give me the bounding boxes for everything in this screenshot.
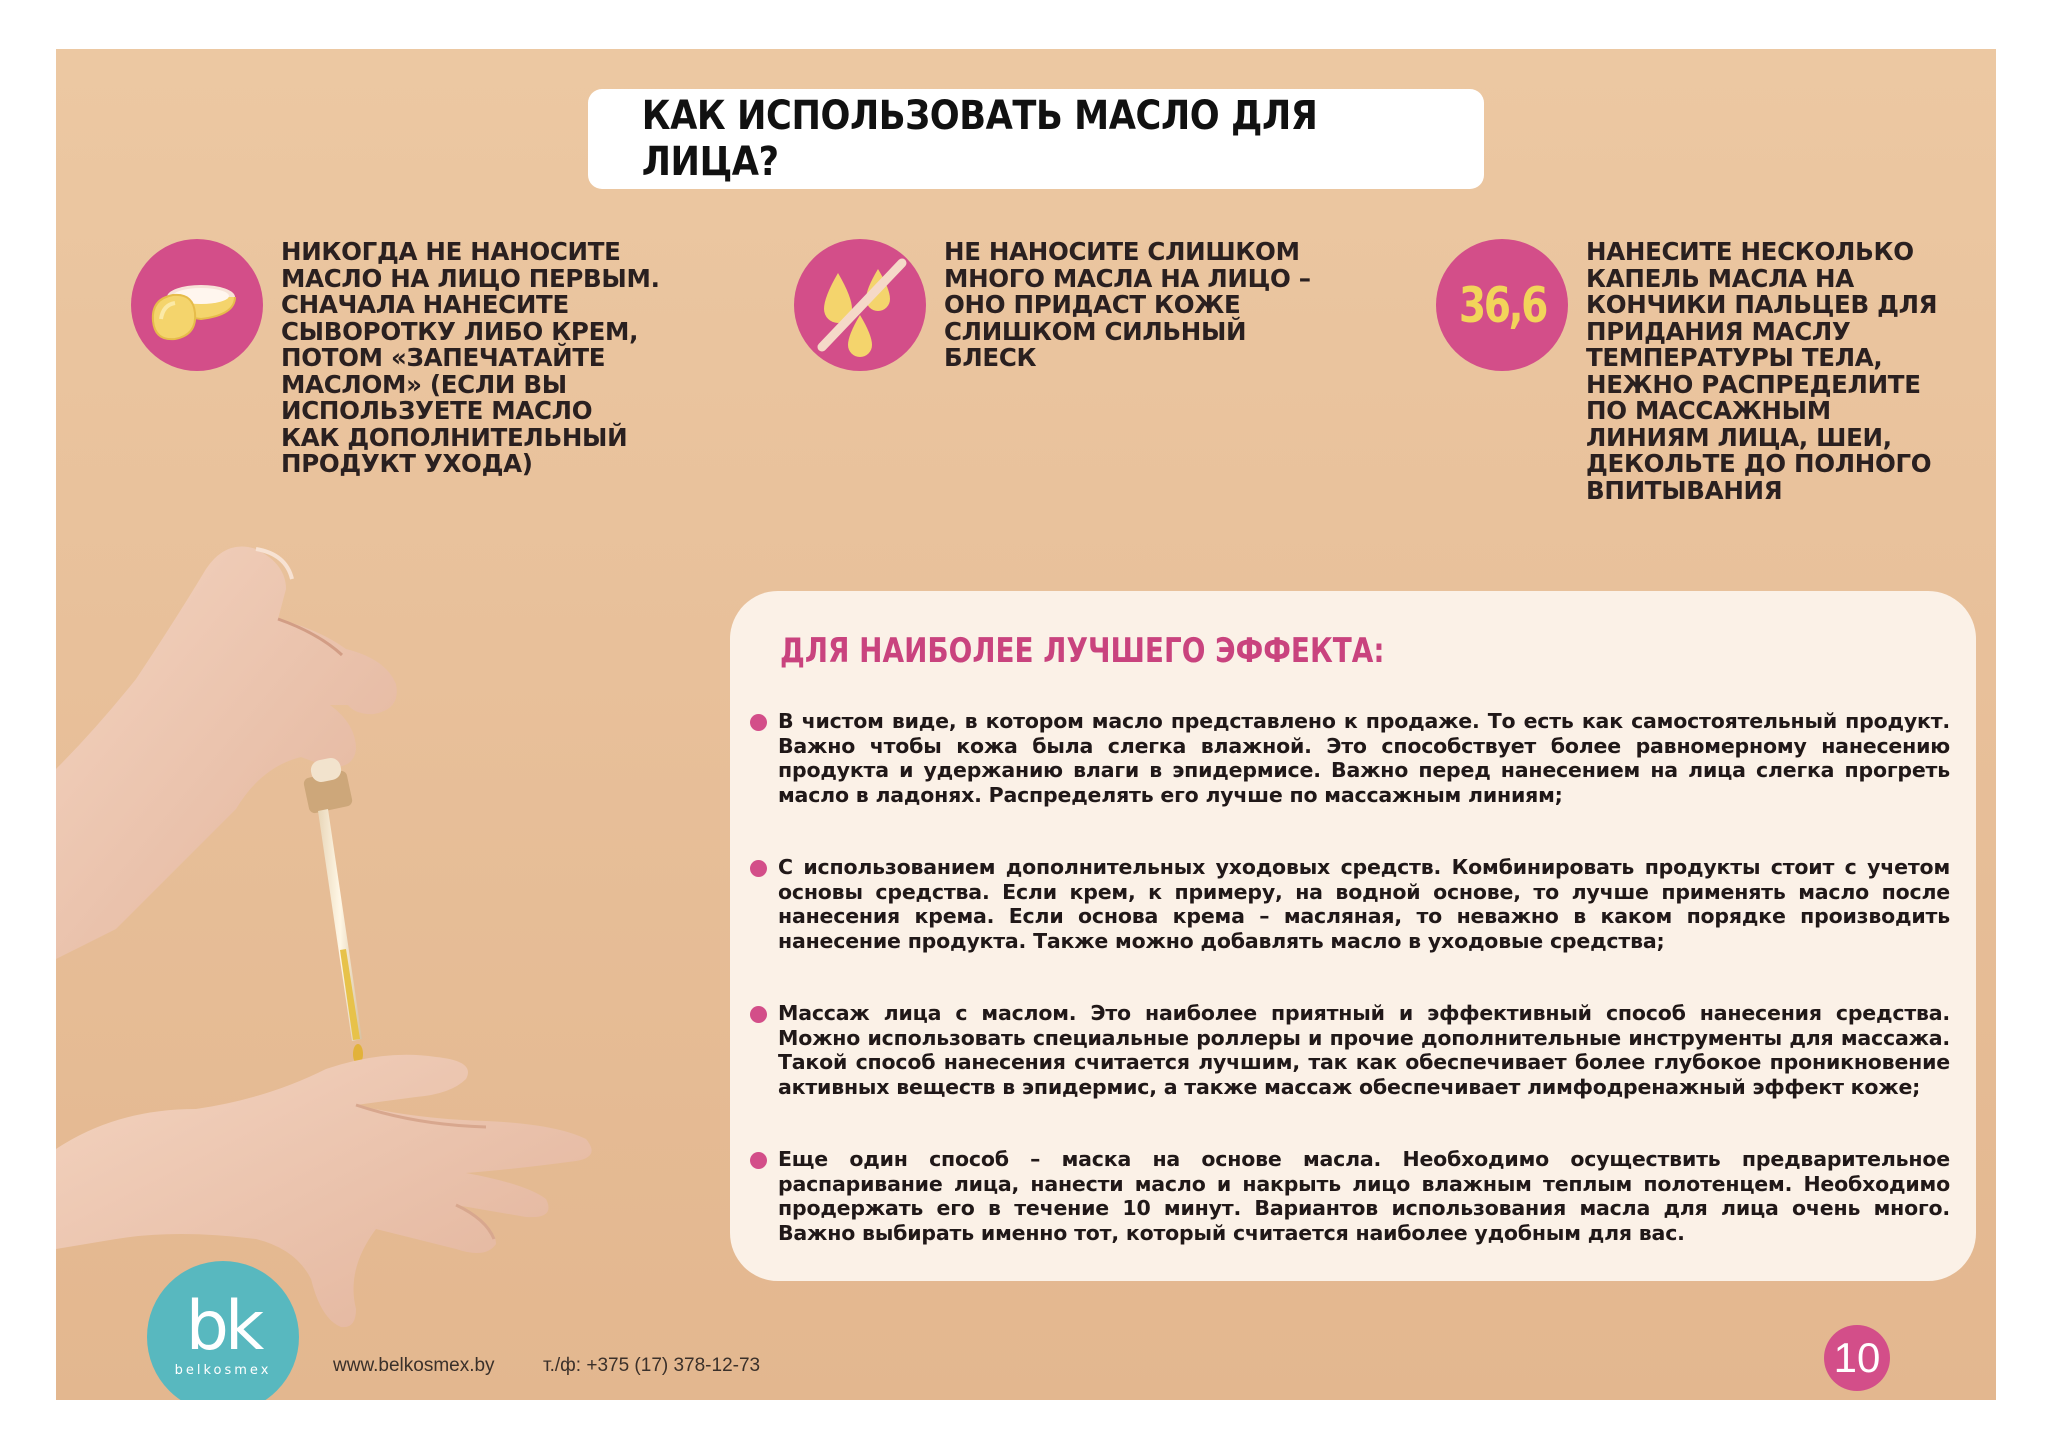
no-excess-oil-icon xyxy=(794,239,926,371)
tip-text: НИКОГДА НЕ НАНОСИТЕ МАСЛО НА ЛИЦО ПЕРВЫМ. СНАЧАЛА НАНЕСИТЕ СЫВОРОТКУ ЛИБО КРЕМ, ПОТОМ «ЗАПЕЧАТАЙТЕ МАСЛОМ» (ЕСЛИ ВЫ ИСПОЛЬЗУЕТЕ МАСЛО КАК ДОПОЛНИТЕЛЬНЫЙ ПРОДУКТ УХОДА) xyxy=(281,237,660,478)
hands-dropper-illustration xyxy=(56,509,716,1369)
list-item-text: Еще один способ – маска на основе масла. Необходимо осуществить предварительное распаривание лица, нанести масло и накрыть лицо влажным теплым полотенцем. Необходимо продержать его в течение 10 минут. Вариантов использования масла для лица очень много. Важно выбирать именно тот, который считается наиболее удобным для вас. xyxy=(778,1147,1950,1245)
page-number-badge: 10 xyxy=(1824,1325,1890,1391)
tip-not-too-much xyxy=(794,239,1311,372)
tip-warm-oil xyxy=(1436,239,1937,504)
tip-text: НАНЕСИТЕ НЕСКОЛЬКО КАПЕЛЬ МАСЛА НА КОНЧИКИ ПАЛЬЦЕВ ДЛЯ ПРИДАНИЯ МАСЛУ ТЕМПЕРАТУРЫ ТЕЛА, НЕЖНО РАСПРЕДЕЛИТЕ ПО МАССАЖНЫМ ЛИНИЯМ ЛИЦА, ШЕИ, ДЕКОЛЬТЕ ДО ПОЛНОГО ВПИТЫВАНИЯ xyxy=(1586,237,1938,505)
list-item xyxy=(750,1001,1950,1099)
brand-logo[interactable] xyxy=(147,1261,299,1400)
list-item-text: Массаж лица с маслом. Это наиболее приятный и эффективный способ нанесения средства. Можно использовать специальные роллеры и прочие дополнительные инструменты для массажа. Такой способ нанесения считается лучшим, так как обеспечивает более глубокое проникновение активных веществ в эпидермис, а также массаж обеспечивает лимфодренажный эффект коже; xyxy=(778,1001,1950,1099)
logo-brand: belkosmex xyxy=(174,1362,272,1378)
bullet-dot-icon xyxy=(750,714,767,731)
list-item xyxy=(750,1147,1950,1245)
tip-text: НЕ НАНОСИТЕ СЛИШКОМ МНОГО МАСЛА НА ЛИЦО – ОНО ПРИДАСТ КОЖЕ СЛИШКОМ СИЛЬНЫЙ БЛЕСК xyxy=(944,237,1311,372)
list-item-text: С использованием дополнительных уходовых средств. Комбинировать продукты стоит с учетом основы средства. Если крем, к примеру, на водной основе, то лучше применять масло после нанесения крема. Если основа крема – масляная, то неважно в каком порядке производить нанесение продукта. Также можно добавлять масло в уходовые средства; xyxy=(778,855,1950,953)
bullet-dot-icon xyxy=(750,860,767,877)
cream-jar-icon xyxy=(131,239,263,371)
temperature-label: 36,6 xyxy=(1458,276,1546,334)
list-item-text: В чистом виде, в котором масло представлено к продаже. То есть как самостоятельный продукт. Важно чтобы кожа была слегка влажной. Это способствует более равномерному нанесению продукта и удержанию влаги в эпидермисе. Важно перед нанесением на лица слегка прогреть масло в ладонях. Распределять его лучше по массажным линиям; xyxy=(778,709,1950,807)
tip-apply-last xyxy=(131,239,660,478)
bullet-dot-icon xyxy=(750,1006,767,1023)
website-link[interactable]: www.belkosmex.by xyxy=(333,1355,495,1376)
best-effect-panel xyxy=(730,591,1976,1281)
phone-number: т./ф: +375 (17) 378-12-73 xyxy=(543,1355,761,1376)
logo-mark: bk xyxy=(185,1286,261,1366)
page-title: КАК ИСПОЛЬЗОВАТЬ МАСЛО ДЛЯ ЛИЦА? xyxy=(641,93,1318,185)
effect-list xyxy=(750,709,1950,1293)
body-temperature-icon xyxy=(1436,239,1568,371)
list-item xyxy=(750,709,1950,807)
info-page xyxy=(56,49,1996,1400)
title-banner xyxy=(588,89,1484,189)
bullet-dot-icon xyxy=(750,1152,767,1169)
list-item xyxy=(750,855,1950,953)
effect-heading: ДЛЯ НАИБОЛЕЕ ЛУЧШЕГО ЭФФЕКТА: xyxy=(780,631,1385,671)
